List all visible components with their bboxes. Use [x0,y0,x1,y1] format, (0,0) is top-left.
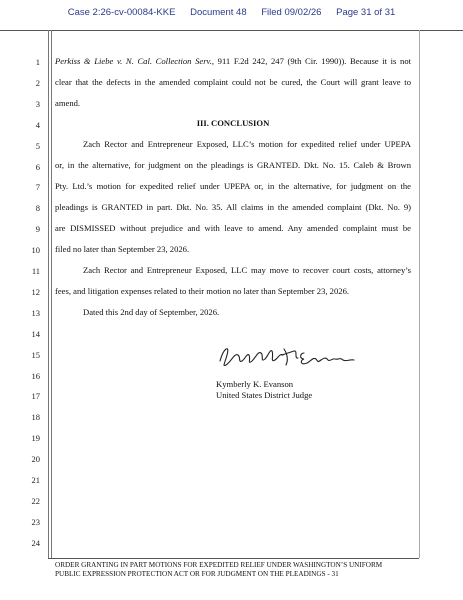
judge-title: United States District Judge [216,390,313,400]
case-number: Case 2:26-cv-00084-KKE [67,7,176,18]
conclusion-heading: III. CONCLUSION [196,118,270,128]
body-line-2: clear that the defects in the amended complaint could not be cured, the Court will grant leave to [55,77,411,87]
body-line-9: are DISMISSED without prejudice and with leave to amend. Any amended complaint must be [55,223,411,233]
line-number: 12 [31,286,40,297]
left-margin-rule-inner [51,30,52,558]
footer-line-1: ORDER GRANTING IN PART MOTIONS FOR EXPEDITED RELIEF UNDER WASHINGTON’S UNIFORM [55,561,383,569]
handwritten-signature [214,341,364,371]
case-citation: Perkiss & Liebe v. N. Cal. Collection Serv. [55,56,212,66]
line-number: 1 [35,57,40,67]
line-number: 4 [35,119,40,130]
body-line-5: Zach Rector and Entrepreneur Exposed, LLC’s motion for expedited relief under UPEPA [83,139,411,149]
line-number: 20 [31,454,40,465]
line-number: 10 [31,245,40,256]
body-line-12: fees, and litigation expenses related to their motion no later than September 23, 2026. [55,286,350,296]
body-line-8: pleadings is GRANTED in part. Dkt. No. 35. All claims in the amended complaint (Dkt. No. 9) [55,202,411,212]
line-number: 5 [35,140,40,151]
body-line-7: Pty. Ltd.’s motion for expedited relief under UPEPA or, in the alternative, for judgment on the [55,181,411,191]
line-number: 23 [31,516,40,527]
line-number: 7 [35,182,40,193]
line-number: 19 [31,433,40,444]
filed-date: Filed 09/02/26 [261,7,322,18]
top-rule [0,30,463,31]
line-number: 9 [35,224,40,235]
line-number: 3 [35,98,40,109]
line-number: 24 [31,537,40,548]
document-number: Document 48 [190,7,247,18]
line-number: 17 [31,391,40,402]
judge-name: Kymberly K. Evanson [216,379,294,389]
line-number: 8 [35,203,40,214]
footer [55,561,415,579]
ecf-header [0,7,463,18]
body-line-11: Zach Rector and Entrepreneur Exposed, LLC may move to recover court costs, attorney’s [83,265,411,275]
line-number: 6 [35,161,40,172]
line-number: 2 [35,77,40,88]
page-count: Page 31 of 31 [336,7,396,18]
body-line-1 [55,56,411,67]
line-number: 16 [31,370,40,381]
right-margin-rule [419,30,420,558]
citation-rest: , 911 F.2d 242, 247 (9th Cir. 1990)). Because it is not [211,56,412,66]
line-number: 22 [31,495,40,506]
left-margin-rule [48,30,49,558]
footer-rule [48,558,419,559]
line-number: 13 [31,307,40,318]
line-number: 18 [31,412,40,423]
body-line-10: filed no later than September 23, 2026. [55,244,190,254]
body-line-6: or, in the alternative, for judgment on the pleadings is GRANTED. Dkt. No. 15. Caleb & Brown [55,160,411,170]
dated-line: Dated this 2nd day of September, 2026. [83,307,220,317]
line-number: 15 [31,349,40,360]
body-line-3: amend. [55,98,81,108]
line-number: 14 [31,328,40,339]
footer-line-2: PUBLIC EXPRESSION PROTECTION ACT OR FOR JUDGMENT ON THE PLEADINGS - 31 [55,570,339,578]
line-number: 21 [31,475,40,485]
line-number: 11 [31,266,40,276]
